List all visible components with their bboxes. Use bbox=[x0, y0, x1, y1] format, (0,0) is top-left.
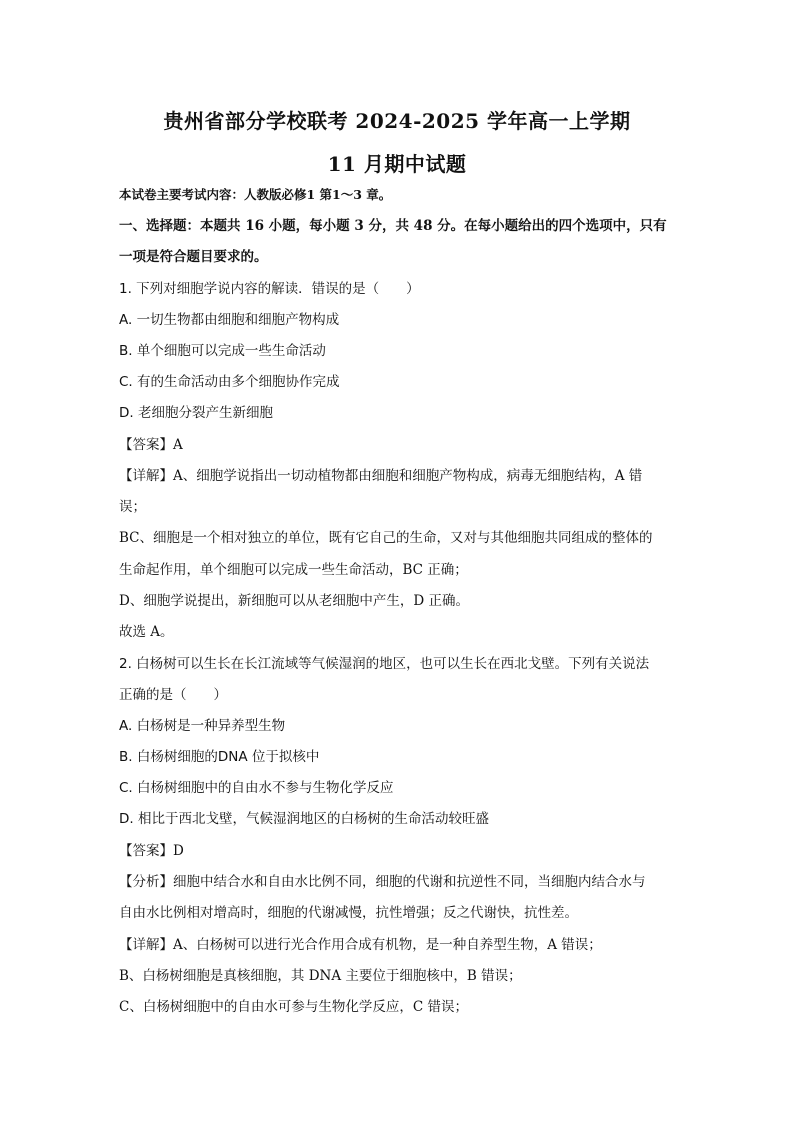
document-title-line-1: 贵州省部分学校联考 2024-2025 学年高一上学期 bbox=[163, 109, 631, 133]
question-2-explanation-line: 【详解】A、白杨树可以进行光合作用合成有机物，是一种自养型生物，A 错误； bbox=[119, 937, 602, 953]
question-2-answer: 【答案】D bbox=[119, 843, 184, 859]
question-1-stem: 1. 下列对细胞学说内容的解读．错误的是（ ） bbox=[119, 281, 420, 297]
question-1-option-c: C. 有的生命活动由多个细胞协作完成 bbox=[119, 374, 340, 390]
question-2-option-c: C. 白杨树细胞中的自由水不参与生物化学反应 bbox=[119, 780, 394, 796]
document-title-line-2: 11 月期中试题 bbox=[327, 152, 467, 176]
question-1-explanation-line: 生命起作用，单个细胞可以完成一些生命活动，BC 正确； bbox=[119, 562, 468, 578]
question-2-option-d: D. 相比于西北戈壁，气候湿润地区的白杨树的生命活动较旺盛 bbox=[119, 811, 489, 827]
exam-scope-note: 本试卷主要考试内容：人教版必修1 第1～3 章。 bbox=[119, 187, 392, 202]
question-1-explanation-line: 【详解】A、细胞学说指出一切动植物都由细胞和细胞产物构成，病毒无细胞结构，A 错 bbox=[119, 468, 643, 484]
question-1-option-d: D. 老细胞分裂产生新细胞 bbox=[119, 405, 273, 421]
question-2-explanation-line: B、白杨树细胞是真核细胞，其 DNA 主要位于细胞核中，B 错误； bbox=[119, 968, 522, 984]
question-1-option-a: A. 一切生物都由细胞和细胞产物构成 bbox=[119, 312, 340, 328]
question-2-analysis-line: 自由水比例相对增高时，细胞的代谢减慢，抗性增强；反之代谢快，抗性差。 bbox=[119, 905, 578, 921]
question-1-answer: 【答案】A bbox=[119, 437, 183, 453]
question-2-explanation-line: C、白杨树细胞中的自由水可参与生物化学反应，C 错误； bbox=[119, 999, 468, 1015]
question-2-analysis-line: 【分析】细胞中结合水和自由水比例不同，细胞的代谢和抗逆性不同，当细胞内结合水与 bbox=[119, 874, 646, 890]
question-2-stem-line-2: 正确的是（ ） bbox=[119, 687, 227, 703]
question-1-explanation-line: D、细胞学说提出，新细胞可以从老细胞中产生，D 正确。 bbox=[119, 593, 469, 609]
question-2-option-a: A. 白杨树是一种异养型生物 bbox=[119, 718, 286, 734]
question-2-stem-line-1: 2. 白杨树可以生长在长江流域等气候湿润的地区，也可以生长在西北戈壁。下列有关说法 bbox=[119, 656, 650, 672]
section-heading-line-1: 一、选择题：本题共 16 小题，每小题 3 分，共 48 分。在每小题给出的四个选项中，只有 bbox=[119, 218, 667, 234]
question-1-explanation-line: 误； bbox=[119, 499, 146, 515]
question-2-option-b: B. 白杨树细胞的DNA 位于拟核中 bbox=[119, 749, 320, 765]
question-1-option-b: B. 单个细胞可以完成一些生命活动 bbox=[119, 343, 326, 359]
question-1-conclusion: 故选 A。 bbox=[119, 624, 174, 640]
question-1-explanation-line: BC、细胞是一个相对独立的单位，既有它自己的生命，又对与其他细胞共同组成的整体的 bbox=[119, 530, 653, 546]
section-heading-line-2: 一项是符合题目要求的。 bbox=[119, 249, 268, 265]
